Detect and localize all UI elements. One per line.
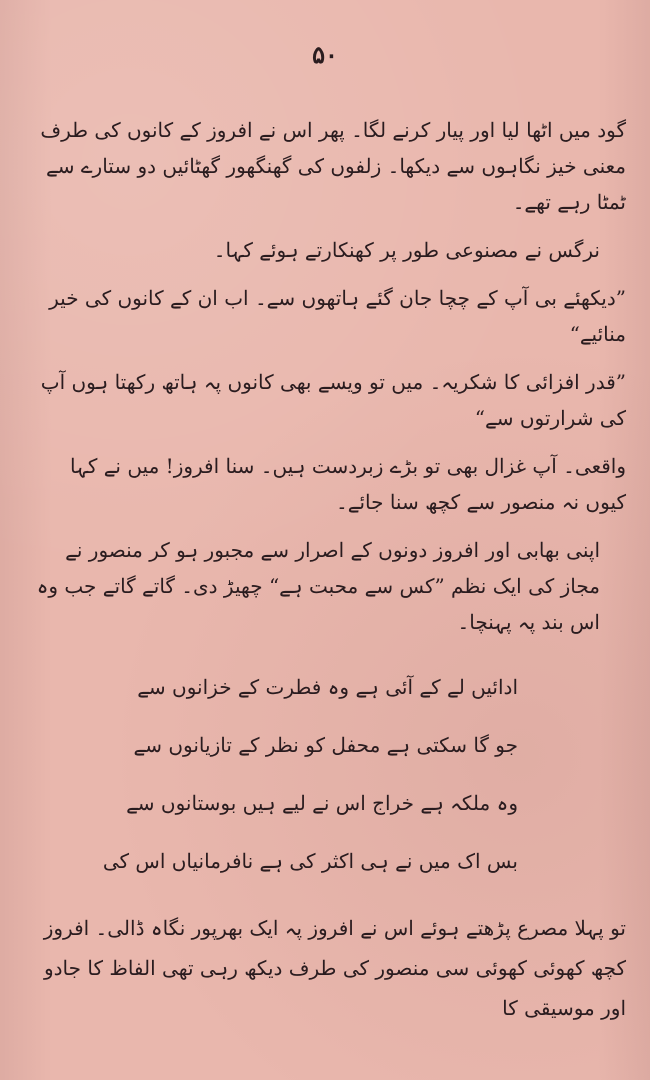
poem-line-4: بس اک میں نے ہی اکثر کی ہے نافرمانیاں اس کی xyxy=(102,849,518,873)
paragraph-2: نرگس نے مصنوعی طور پر کھنکارتے ہوئے کہا۔ xyxy=(213,238,600,262)
page-text xyxy=(28,112,626,1040)
poem-line-2: جو گا سکتی ہے محفل کو نظر کے تازیانوں سے xyxy=(133,733,518,757)
paragraph-3: ”دیکھئے بی آپ کے چچا جان گئے ہاتھوں سے۔ اب ان کے کانوں کی خیر منائیے“ xyxy=(49,286,626,346)
paragraph-4: ”قدر افزائی کا شکریہ۔ میں تو ویسے بھی کانوں پہ ہاتھ رکھتا ہوں آپ کی شرارتوں سے“ xyxy=(40,370,626,430)
paragraph-5: واقعی۔ آپ غزال بھی تو بڑے زبردست ہیں۔ سنا افروز! میں نے کہا کیوں نہ منصور سے کچھ سنا جائے۔ xyxy=(70,454,626,514)
paragraph-1: گود میں اٹھا لیا اور پیار کرنے لگا۔ پھر اس نے افروز کے کانوں کی طرف معنی خیز نگاہوں سے دیکھا۔ زلفوں کی گھنگھور گھٹائیں دو ستارے سے ٹمٹا رہے تھے۔ xyxy=(40,118,626,214)
closing-paragraph: تو پہلا مصرع پڑھتے ہوئے اس نے افروز پہ ایک بھرپور نگاہ ڈالی۔ افروز کچھ کھوئی کھوئی سی منصور کی طرف دیکھ رہی تھی الفاظ کا جادو اور موسیقی کا xyxy=(43,916,626,1020)
poem-line-1: ادائیں لے کے آئی ہے وہ فطرت کے خزانوں سے xyxy=(137,675,518,699)
poem-stanza xyxy=(28,658,518,890)
poem-line-3: وہ ملکہ ہے خراج اس نے لیے ہیں بوستانوں سے xyxy=(126,791,518,815)
page-number: ۵۰ xyxy=(312,40,338,69)
paragraph-6: اپنی بھابی اور افروز دونوں کے اصرار سے مجبور ہو کر منصور نے مجاز کی ایک نظم ”کس سے محبت ہے“ چھیڑ دی۔ گاتے گاتے جب وہ اس بند پہ پہنچا۔ xyxy=(36,538,600,634)
